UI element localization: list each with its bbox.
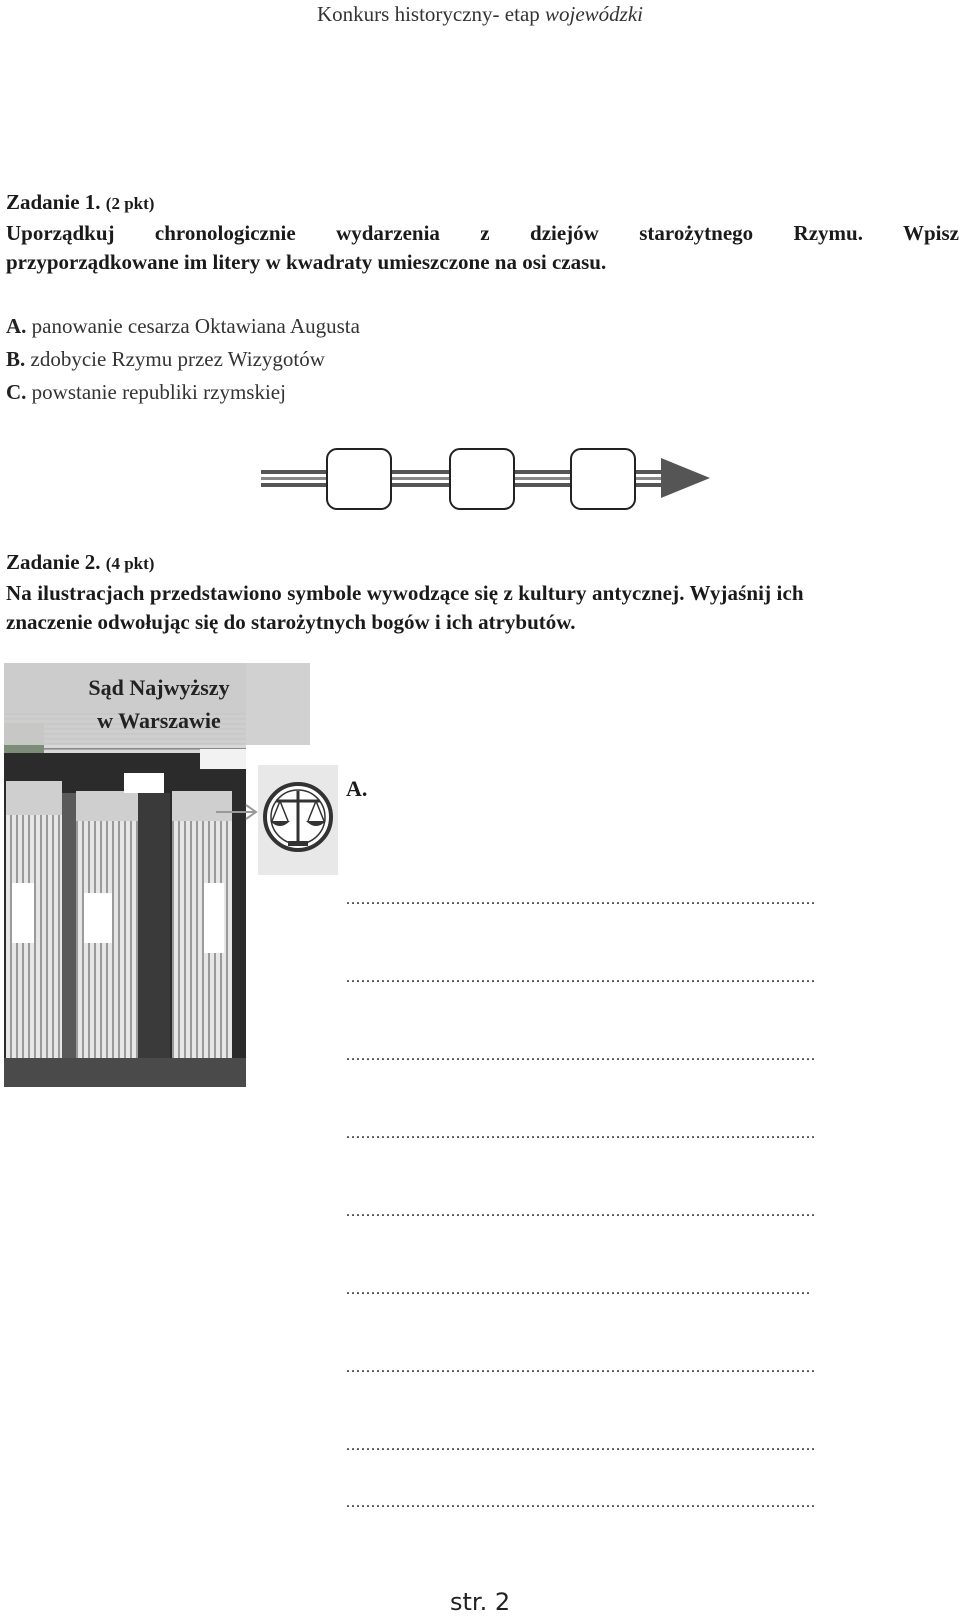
answer-label-a: A. xyxy=(346,776,368,801)
event-text: powstanie republiki rzymskiej xyxy=(31,380,286,404)
event-text: panowanie cesarza Oktawiana Augusta xyxy=(31,314,360,338)
event-item-b xyxy=(6,347,325,372)
event-item-c xyxy=(6,380,286,405)
task2-instruction-line1: Na ilustracjach przedstawiono symbole wywodzące się z kultury antycznej. Wyjaśnij ich xyxy=(6,581,804,605)
task2-instruction-line2: znaczenie odwołując się do starożytnych bogów i ich atrybutów. xyxy=(6,610,576,634)
timeline-box-2[interactable] xyxy=(450,449,514,509)
arrow-icon xyxy=(214,800,264,824)
task2-points: (4 pkt) xyxy=(105,554,155,573)
event-letter: A. xyxy=(6,314,27,338)
answer-line[interactable]: .............................................................................................. xyxy=(346,1494,816,1511)
task1-points: (2 pkt) xyxy=(105,194,155,213)
answer-line[interactable]: .............................................................................................. xyxy=(346,1047,816,1064)
task2-title-text: Zadanie 2. xyxy=(6,550,101,574)
photo-caption-line1: Sąd Najwyższy xyxy=(88,675,230,700)
task1-instruction-line2: przyporządkowane im litery w kwadraty umieszczone na osi czasu. xyxy=(6,250,607,274)
answer-line[interactable]: ............................................................................................. xyxy=(346,1281,811,1298)
task1-title-text: Zadanie 1. xyxy=(6,190,101,214)
event-letter: B. xyxy=(6,347,26,371)
task1-instruction-line1: Uporządkuj chronologicznie wydarzenia z dziejów starożytnego Rzymu. Wpisz xyxy=(6,221,959,245)
scales-of-justice-icon xyxy=(258,765,338,875)
timeline-box-1[interactable] xyxy=(327,449,391,509)
event-text: zdobycie Rzymu przez Wizygotów xyxy=(30,347,325,371)
answer-line[interactable]: .............................................................................................. xyxy=(346,1203,816,1220)
header-text: Konkurs historyczny- etap xyxy=(316,2,546,26)
photo-caption-line2: w Warszawie xyxy=(97,708,221,733)
page-header xyxy=(0,2,960,27)
timeline-axis xyxy=(255,440,715,520)
answer-line[interactable]: .............................................................................................. xyxy=(346,1437,816,1454)
header-stage: wojewódzki xyxy=(545,2,644,26)
answer-line[interactable]: .............................................................................................. xyxy=(346,891,816,908)
symbol-image xyxy=(258,765,338,875)
answer-line[interactable]: .............................................................................................. xyxy=(346,1359,816,1376)
answer-line[interactable]: .............................................................................................. xyxy=(346,969,816,986)
task1-title xyxy=(6,190,154,215)
event-letter: C. xyxy=(6,380,27,404)
page-number: str. 2 xyxy=(450,1588,511,1616)
answer-line[interactable]: .............................................................................................. xyxy=(346,1125,816,1142)
timeline-arrowhead xyxy=(661,458,710,498)
task2-title xyxy=(6,550,154,575)
event-item-a xyxy=(6,314,360,339)
timeline-box-3[interactable] xyxy=(571,449,635,509)
photo-caption xyxy=(4,663,310,745)
